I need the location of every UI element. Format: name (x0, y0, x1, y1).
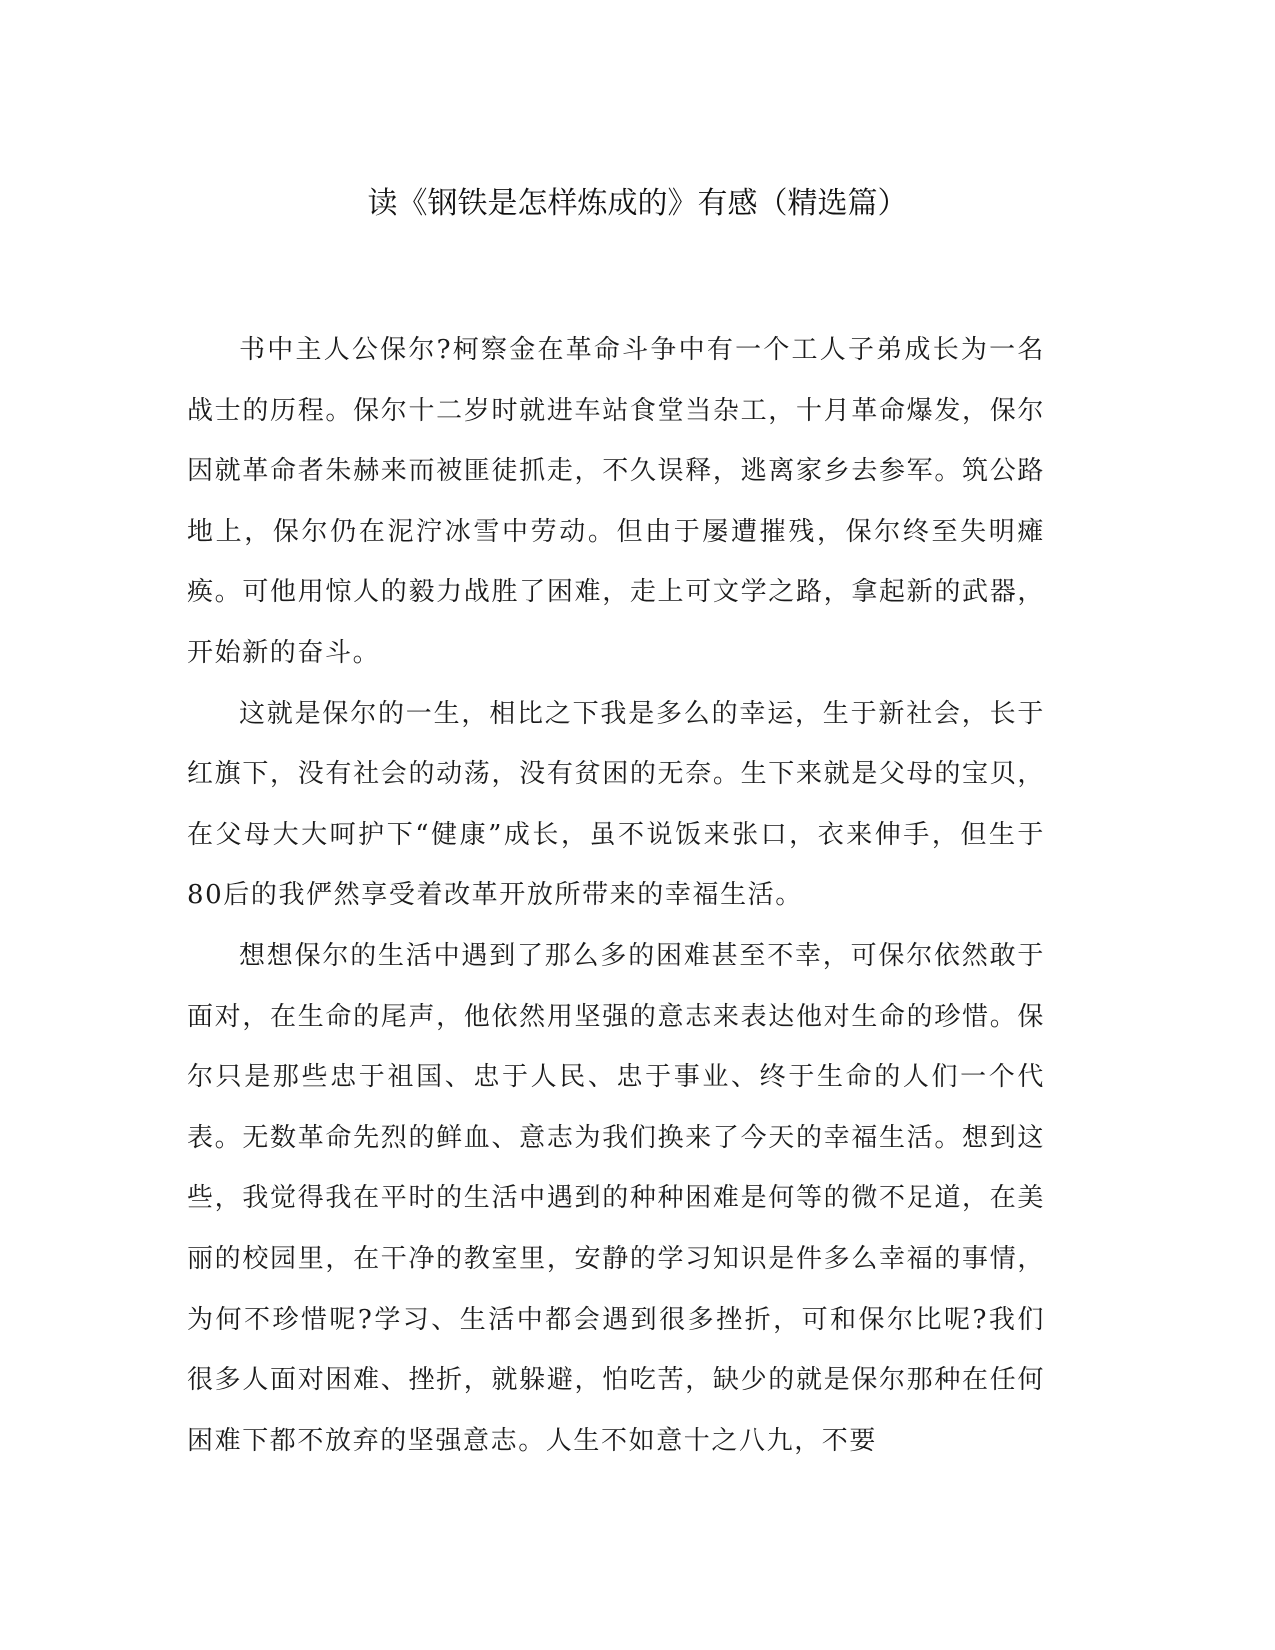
document-body (187, 320, 1045, 1471)
paragraph: 这就是保尔的一生，相比之下我是多么的幸运，生于新社会，长于红旗下，没有社会的动荡，没有贫困的无奈。生下来就是父母的宝贝，在父母大大呵护下“健康”成长，虽不说饭来张口，衣来伸手，但生于80后的我俨然享受着改革开放所带来的幸福生活。 (187, 698, 1045, 911)
paragraph: 想想保尔的生活中遇到了那么多的困难甚至不幸，可保尔依然敢于面对，在生命的尾声，他依然用坚强的意志来表达他对生命的珍惜。保尔只是那些忠于祖国、忠于人民、忠于事业、终于生命的人们一个代表。无数革命先烈的鲜血、意志为我们换来了今天的幸福生活。想到这些，我觉得我在平时的生活中遇到的种种困难是何等的微不足道，在美丽的校园里，在干净的教室里，安静的学习知识是件多么幸福的事情，为何不珍惜呢?学习、生活中都会遇到很多挫折，可和保尔比呢?我们很多人面对困难、挫折，就躲避，怕吃苦，缺少的就是保尔那种在任何困难下都不放弃的坚强意志。人生不如意十之八九，不要 (187, 940, 1045, 1456)
document-title: 读《钢铁是怎样炼成的》有感（精选篇） (367, 186, 908, 221)
paragraph: 书中主人公保尔?柯察金在革命斗争中有一个工人子弟成长为一名战士的历程。保尔十二岁时就进车站食堂当杂工，十月革命爆发，保尔因就革命者朱赫来而被匪徒抓走，不久误释，逃离家乡去参军。筑公路地上，保尔仍在泥泞冰雪中劳动。但由于屡遭摧残，保尔终至失明瘫痪。可他用惊人的毅力战胜了困难，走上可文学之路，拿起新的武器，开始新的奋斗。 (187, 335, 1045, 668)
